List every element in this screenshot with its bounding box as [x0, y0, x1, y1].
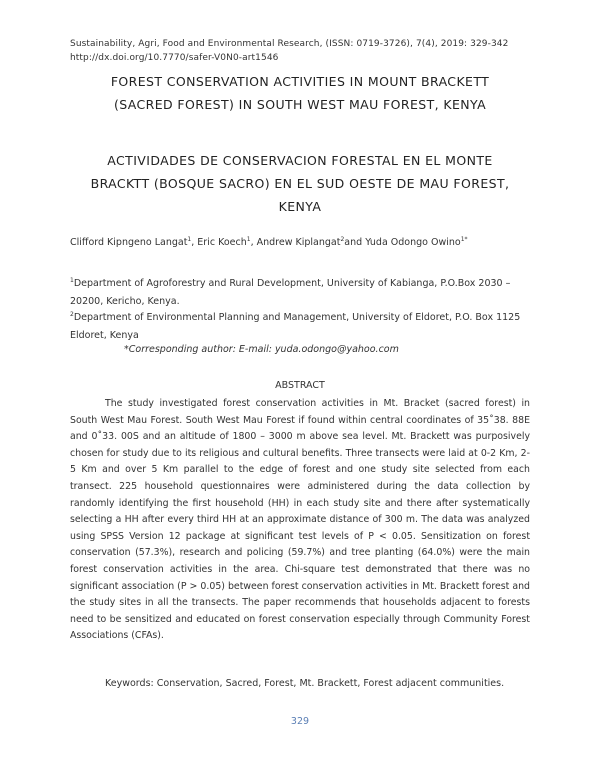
english-title-line-1: FOREST CONSERVATION ACTIVITIES IN MOUNT BRACKETT: [110, 74, 490, 89]
page-number: 329: [290, 716, 310, 727]
affiliation-2-text: Department of Environmental Planning and Management, University of Eldoret, P.O. Box 1125 Eldoret, Kenya: [70, 312, 521, 342]
author-1-affiliation: 1: [187, 236, 192, 243]
english-title: [0, 70, 600, 116]
spanish-title-line-2: BRACKTT (BOSQUE SACRO) EN EL SUD OESTE DE MAU FOREST,: [90, 176, 510, 191]
author-1: Clifford Kipngeno Langat: [70, 237, 188, 249]
author-3-affiliation: 2: [340, 236, 345, 243]
corresponding-author: *Corresponding author: E-mail: yuda.odongo@yahoo.com: [124, 344, 399, 355]
keywords: Keywords: Conservation, Sacred, Forest, Mt. Brackett, Forest adjacent communities.: [105, 678, 505, 689]
author-4: and Yuda Odongo Owino: [344, 237, 461, 249]
affiliation-2: [70, 306, 530, 345]
author-3: , Andrew Kiplangat: [250, 237, 341, 249]
journal-header: [70, 37, 508, 65]
author-2-affiliation: 1: [246, 236, 251, 243]
author-4-affiliation: 1*: [460, 236, 468, 243]
journal-citation: Sustainability, Agri, Food and Environmental Research, (ISSN: 0719-3726), 7(4), 2019: 329-342: [70, 39, 509, 49]
doi-link[interactable]: http://dx.doi.org/10.7770/safer-V0N0-art1546: [70, 53, 279, 63]
author-2: , Eric Koech: [191, 237, 247, 249]
author-list: [70, 236, 468, 248]
spanish-title: [0, 149, 600, 218]
abstract-heading: ABSTRACT: [275, 380, 325, 391]
affiliation-1-text: Department of Agroforestry and Rural Development, University of Kabianga, P.O.Box 2030 – 20200, Kericho, Kenya.: [70, 278, 511, 308]
english-title-line-2: (SACRED FOREST) IN SOUTH WEST MAU FOREST, KENYA: [113, 97, 487, 112]
spanish-title-line-3: KENYA: [278, 199, 322, 214]
abstract-body: The study investigated forest conservation activities in Mt. Bracket (sacred forest) in South West Mau Forest. South West Mau Forest if found within central coordinates of 35˚38. 88E and 0˚33. 00S and an altitude of 1800 – 3000 m above sea level. Mt. Brackett was purposively chosen for study due to its religious and cultural benefits. Three transects were laid at 0-2 Km, 2-5 Km and over 5 Km parallel to the edge of forest and one study site selected from each transect. 225 household questionnaires were administered during the data collection by randomly identifying the first household (HH) in each study site and there after systematically selecting a HH after every third HH at an approximate distance of 300 m. The data was analyzed using SPSS Version 12 package at significant test levels of P < 0.05. Sensitization on forest conservation (57.3%), research and policing (59.7%) and tree planting (64.0%) were the main forest conservation activities in the area. Chi-square test demonstrated that there was no significant association (P > 0.05) between forest conservation activities in Mt. Brackett forest and the study sites in all the transects. The paper recommends that households adjacent to forests need to be sensitized and educated on forest conservation especially through Community Forest Associations (CFAs).: [70, 398, 530, 642]
affiliation-1-marker: 1: [70, 277, 74, 284]
spanish-title-line-1: ACTIVIDADES DE CONSERVACION FORESTAL EN EL MONTE: [107, 153, 493, 168]
affiliation-2-marker: 2: [70, 311, 74, 318]
